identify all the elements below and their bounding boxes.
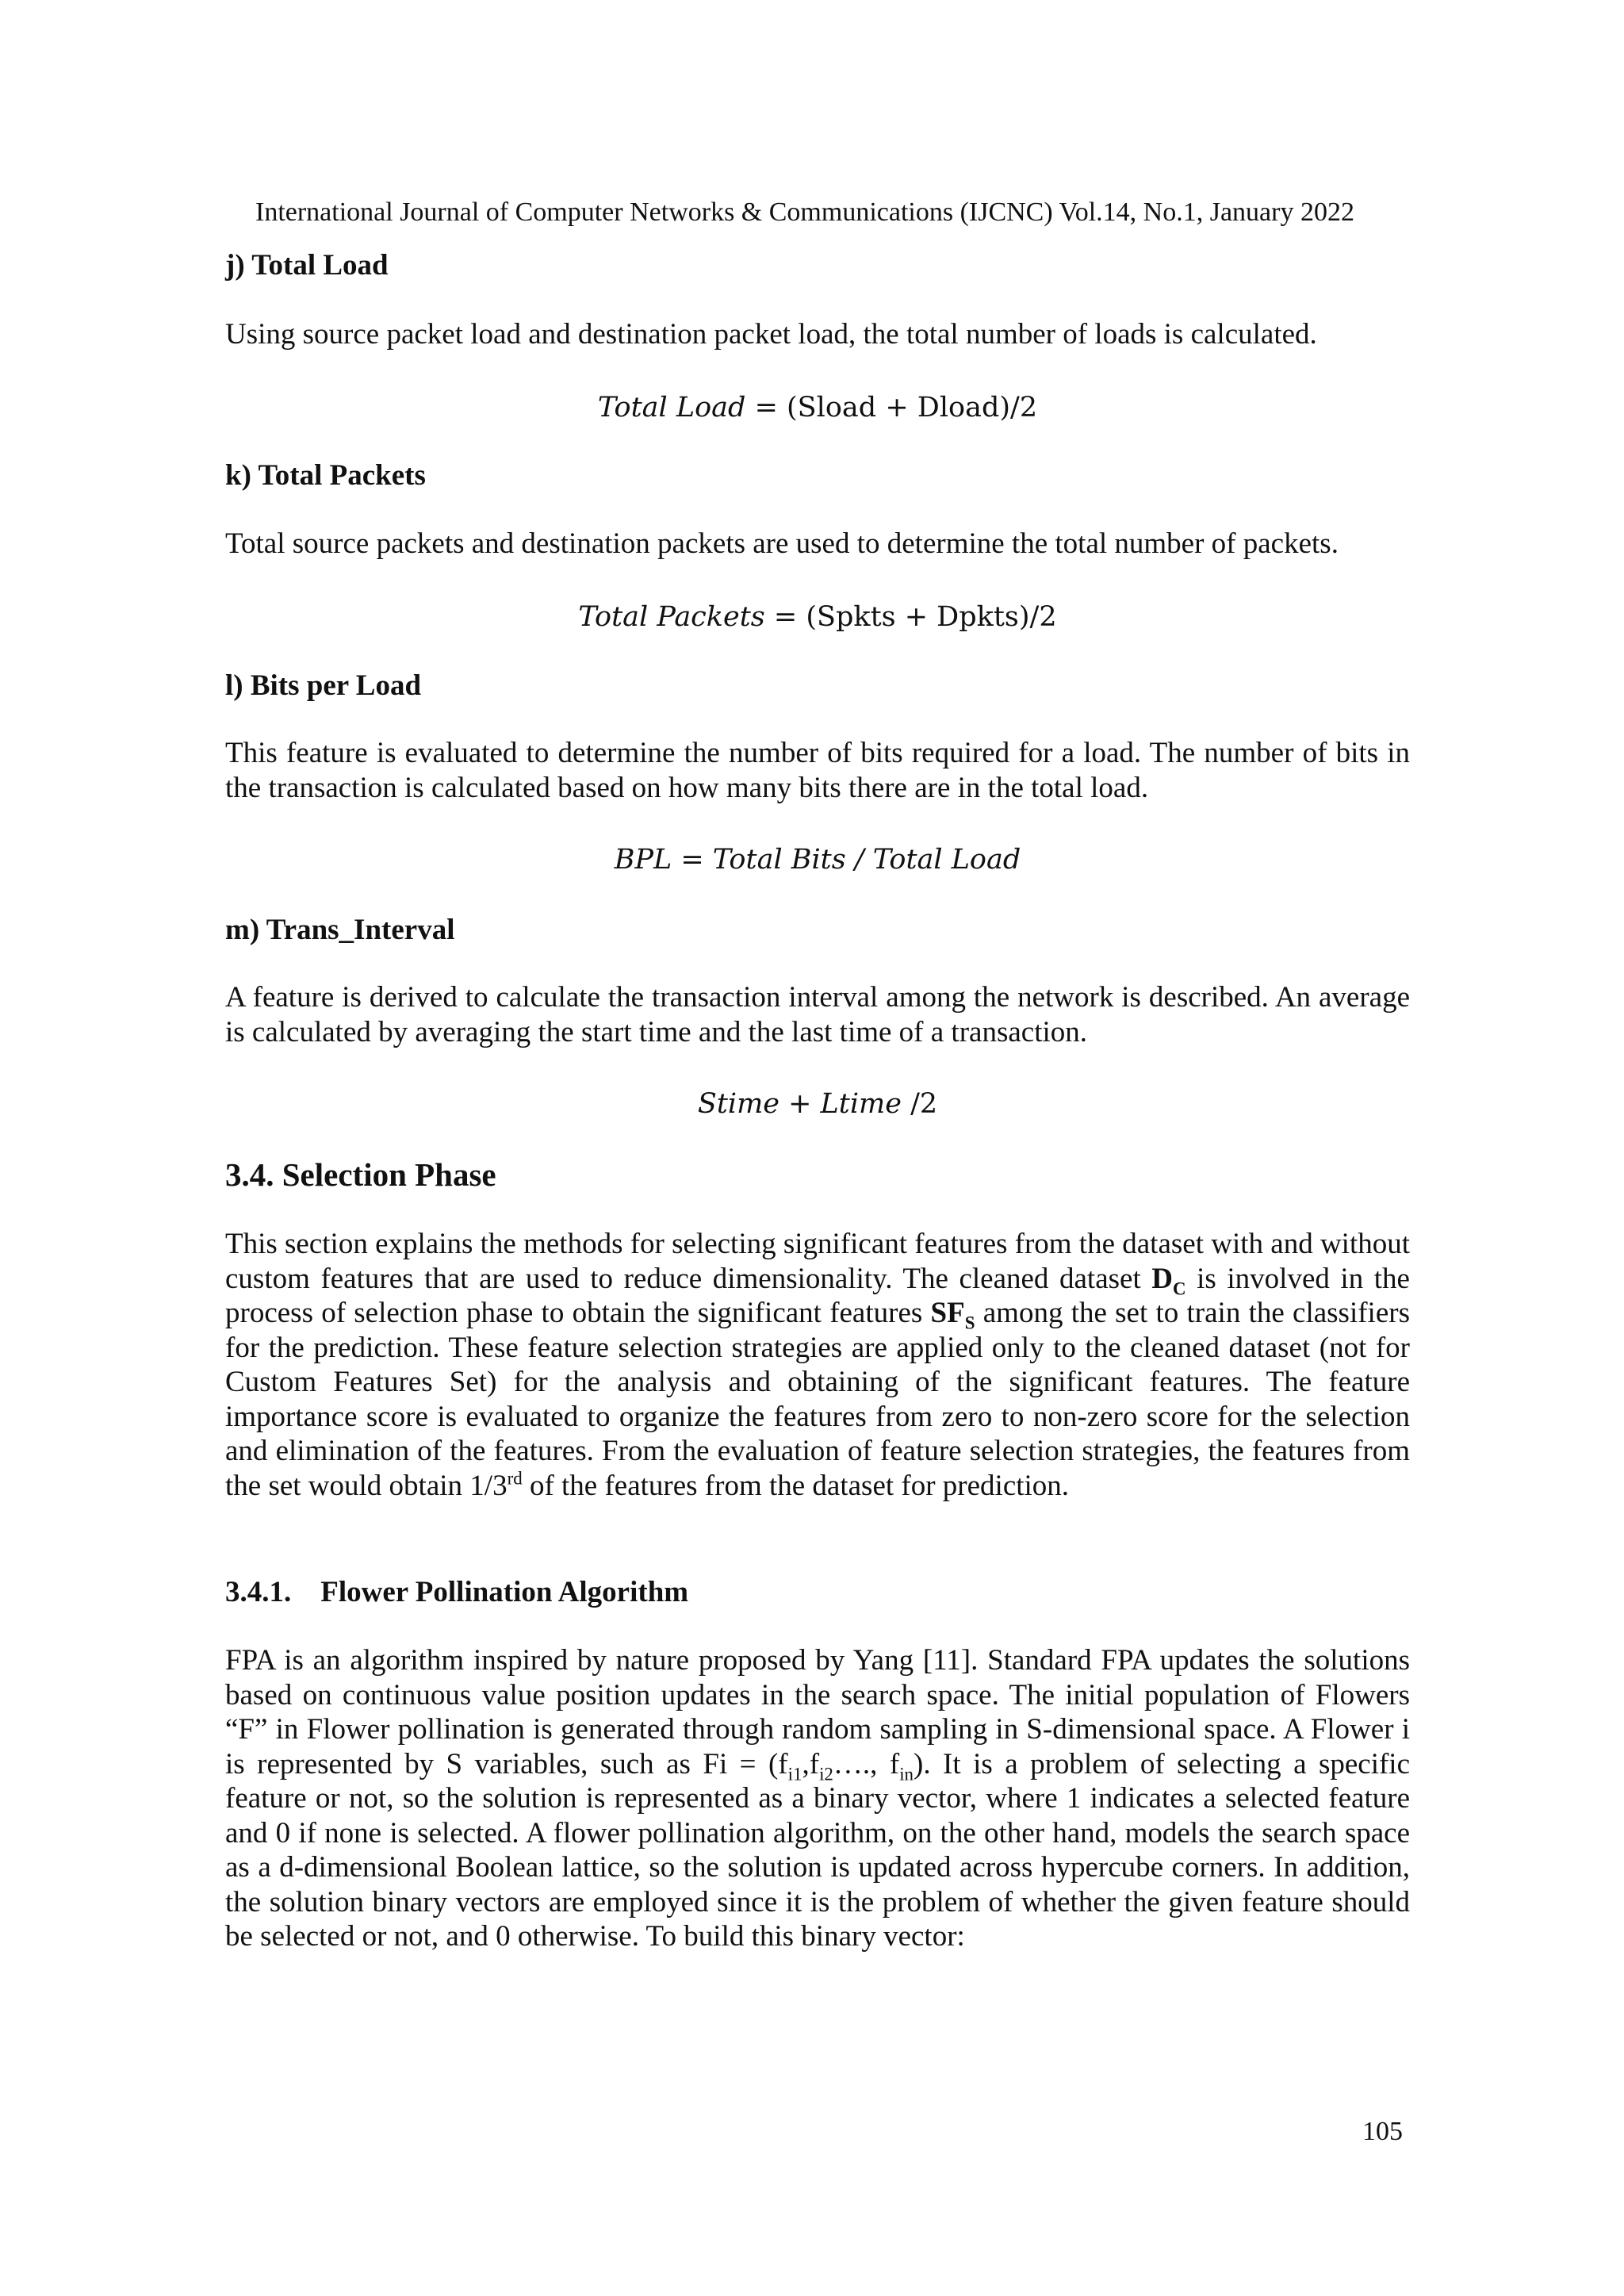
equation-total-load: [225, 389, 1410, 426]
equation-total-packets: [225, 598, 1410, 635]
paragraph-selection-phase: This section explains the methods for selecting significant features from the dataset with and without custom features that are used to reduce dimensionality. The cleaned dataset $D_C$ is involved in the process of selection phase to obtain the significant features $SF_S$ among the set to train the classifiers for the prediction. These feature selection strategies are applied only to the cleaned dataset (not for Custom Features Set) for the analysis and obtaining of the significant features. The feature importance score is evaluated to organize the features from zero to non-zero score for the selection and elimination of the features. From the evaluation of feature selection strategies, the features from the set would obtain 1/3rd of the features from the dataset for prediction.: [225, 1228, 1411, 1502]
paragraph-trans-interval: A feature is derived to calculate the transaction interval among the network is described. An average is calculated by averaging the start time and the last time of a transaction.: [225, 981, 1410, 1048]
equation-rhs: /2: [901, 1088, 938, 1120]
heading-total-load: j) Total Load: [225, 249, 389, 282]
paragraph-bits-per-load: This feature is evaluated to determine the number of bits required for a load. The number of bits in the transaction is calculated based on how many bits there are in the total load.: [225, 737, 1410, 804]
heading-total-packets: k) Total Packets: [225, 459, 426, 492]
paragraph-total-load: Using source packet load and destination packet load, the total number of loads is calculated.: [225, 318, 1317, 351]
subsection-heading-fpa: 3.4.1. Flower Pollination Algorithm: [225, 1576, 689, 1608]
paragraph-fpa: FPA is an algorithm inspired by nature proposed by Yang [11]. Standard FPA updates the solutions based on continuous value position updates in the search space. The initial population of Flowers “F” in Flower pollination is generated through random sampling in S-dimensional space. A Flower i is represented by S variables, such as $Fi = (f_{i1},f_{i2}\dots$., $f_{in}$). It is a problem of selecting a specific feature or not, so the solution is represented as a binary vector, where 1 indicates a selected feature and 0 if none is selected. A flower pollination algorithm, on the other hand, models the search space as a d-dimensional Boolean lattice, so the solution is updated across hypercube corners. In addition, the solution binary vectors are employed since it is the problem of whether the given feature should be selected or not, and 0 otherwise. To build this binary vector:: [225, 1644, 1411, 1953]
equation-trans-interval: [225, 1085, 1410, 1122]
equation-bpl-text: BPL = Total Bits / Total Load: [614, 844, 1021, 876]
running-header: International Journal of Computer Networks & Communications (IJCNC) Vol.14, No.1, January 2022: [255, 197, 1354, 227]
paragraph-total-packets: Total source packets and destination packets are used to determine the total number of packets.: [225, 527, 1339, 560]
significant-features-symbol: $SF_S$: [930, 1297, 975, 1333]
equation-rhs: = (Sload + Dload)/2: [745, 392, 1038, 424]
equation-lhs: Total Packets: [578, 601, 765, 633]
page-number: 105: [1362, 2117, 1403, 2146]
equation-lhs: Total Load: [597, 392, 746, 424]
equation-rhs: = (Spkts + Dpkts)/2: [764, 601, 1057, 633]
heading-bits-per-load: l) Bits per Load: [225, 669, 422, 702]
equation-lhs: Stime + Ltime: [697, 1088, 902, 1120]
heading-trans-interval: m) Trans_Interval: [225, 914, 455, 946]
equation-bpl: [225, 841, 1410, 878]
dataset-dc-symbol: $D_C$: [1151, 1262, 1186, 1298]
section-heading-selection-phase: 3.4. Selection Phase: [225, 1156, 496, 1193]
